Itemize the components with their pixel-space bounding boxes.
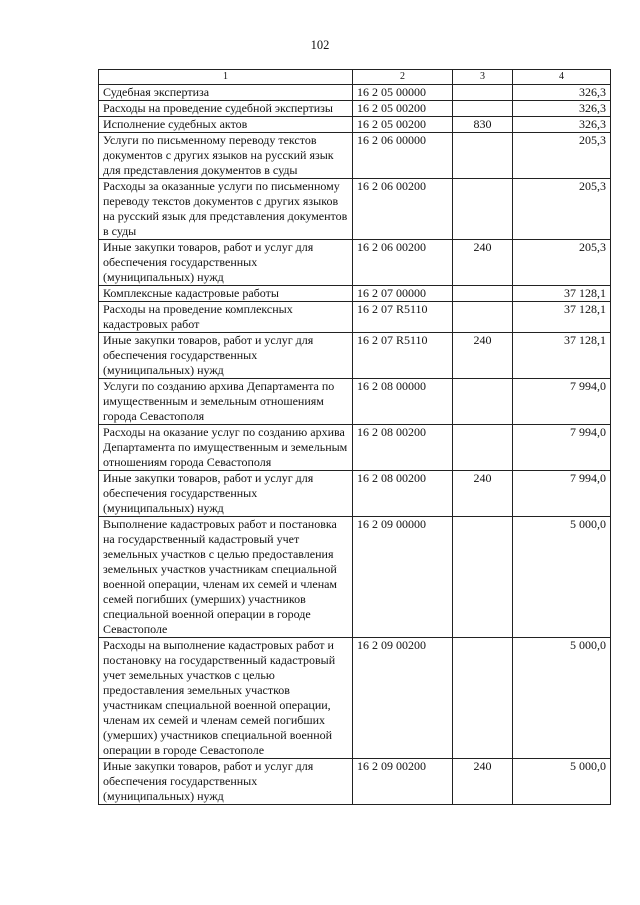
row-type-cell <box>453 133 513 179</box>
row-code-cell: 16 2 09 00200 <box>353 759 453 805</box>
row-name-cell: Выполнение кадастровых работ и постановка на государственный кадастровый учет земельных участков с целью предоставления земельных участков участникам специальной военной операции, членам их семей и членам семей погибших (умерших) участников специальной военной операции в городе Севастополе <box>99 517 353 638</box>
row-name-cell: Расходы на проведение комплексных кадастровых работ <box>99 302 353 333</box>
row-type-cell <box>453 85 513 101</box>
table-row <box>99 379 611 425</box>
table-row <box>99 302 611 333</box>
column-header: 3 <box>453 70 513 85</box>
table-row <box>99 240 611 286</box>
row-code-cell: 16 2 07 00000 <box>353 286 453 302</box>
row-amount-cell: 37 128,1 <box>513 286 611 302</box>
row-code-cell: 16 2 06 00000 <box>353 133 453 179</box>
row-name-cell: Расходы на оказание услуг по созданию архива Департамента по имущественным и земельным отношениям города Севастополя <box>99 425 353 471</box>
row-amount-cell: 326,3 <box>513 101 611 117</box>
table-row <box>99 85 611 101</box>
row-code-cell: 16 2 09 00200 <box>353 638 453 759</box>
row-code-cell: 16 2 09 00000 <box>353 517 453 638</box>
row-type-cell: 240 <box>453 759 513 805</box>
table-row <box>99 333 611 379</box>
row-code-cell: 16 2 08 00200 <box>353 425 453 471</box>
table-row <box>99 179 611 240</box>
row-amount-cell: 5 000,0 <box>513 638 611 759</box>
budget-table <box>98 69 611 805</box>
row-amount-cell: 7 994,0 <box>513 379 611 425</box>
row-name-cell: Расходы за оказанные услуги по письменному переводу текстов документов с других языков на русский язык для представления документов в суды <box>99 179 353 240</box>
row-code-cell: 16 2 06 00200 <box>353 240 453 286</box>
page-number: 102 <box>310 38 330 52</box>
row-name-cell: Иные закупки товаров, работ и услуг для обеспечения государственных (муниципальных) нужд <box>99 240 353 286</box>
row-type-cell <box>453 425 513 471</box>
row-name-cell: Иные закупки товаров, работ и услуг для обеспечения государственных (муниципальных) нужд <box>99 471 353 517</box>
table-row <box>99 638 611 759</box>
row-type-cell: 830 <box>453 117 513 133</box>
row-type-cell <box>453 517 513 638</box>
table-row <box>99 286 611 302</box>
table-row <box>99 517 611 638</box>
row-name-cell: Иные закупки товаров, работ и услуг для обеспечения государственных (муниципальных) нужд <box>99 759 353 805</box>
table-row <box>99 471 611 517</box>
row-amount-cell: 205,3 <box>513 240 611 286</box>
row-amount-cell: 5 000,0 <box>513 759 611 805</box>
row-amount-cell: 7 994,0 <box>513 425 611 471</box>
row-amount-cell: 37 128,1 <box>513 333 611 379</box>
row-name-cell: Расходы на выполнение кадастровых работ и постановку на государственный кадастровый учет земельных участков с целью предоставления земельных участков участникам специальной военной операции, членам их семей и членам семей погибших (умерших) участников специальной военной операции в городе Севастополе <box>99 638 353 759</box>
row-code-cell: 16 2 05 00200 <box>353 101 453 117</box>
row-amount-cell: 326,3 <box>513 85 611 101</box>
row-type-cell: 240 <box>453 471 513 517</box>
column-header: 1 <box>99 70 353 85</box>
table-row <box>99 759 611 805</box>
row-amount-cell: 326,3 <box>513 117 611 133</box>
table-row <box>99 117 611 133</box>
row-code-cell: 16 2 07 R5110 <box>353 333 453 379</box>
row-code-cell: 16 2 06 00200 <box>353 179 453 240</box>
table-row <box>99 133 611 179</box>
row-amount-cell: 205,3 <box>513 133 611 179</box>
row-type-cell <box>453 379 513 425</box>
row-name-cell: Расходы на проведение судебной экспертизы <box>99 101 353 117</box>
row-name-cell: Комплексные кадастровые работы <box>99 286 353 302</box>
row-type-cell <box>453 101 513 117</box>
row-type-cell <box>453 638 513 759</box>
row-code-cell: 16 2 07 R5110 <box>353 302 453 333</box>
table-body <box>99 85 611 805</box>
row-code-cell: 16 2 05 00000 <box>353 85 453 101</box>
row-type-cell: 240 <box>453 240 513 286</box>
table-row <box>99 101 611 117</box>
row-name-cell: Иные закупки товаров, работ и услуг для обеспечения государственных (муниципальных) нужд <box>99 333 353 379</box>
row-name-cell: Судебная экспертиза <box>99 85 353 101</box>
row-name-cell: Услуги по созданию архива Департамента по имущественным и земельным отношениям города Севастополя <box>99 379 353 425</box>
table-header-row <box>99 70 611 85</box>
row-type-cell <box>453 179 513 240</box>
column-header: 2 <box>353 70 453 85</box>
table-row <box>99 425 611 471</box>
column-header: 4 <box>513 70 611 85</box>
row-code-cell: 16 2 05 00200 <box>353 117 453 133</box>
row-name-cell: Исполнение судебных актов <box>99 117 353 133</box>
row-type-cell <box>453 302 513 333</box>
row-code-cell: 16 2 08 00000 <box>353 379 453 425</box>
row-amount-cell: 5 000,0 <box>513 517 611 638</box>
row-type-cell: 240 <box>453 333 513 379</box>
row-amount-cell: 37 128,1 <box>513 302 611 333</box>
row-name-cell: Услуги по письменному переводу текстов документов с других языков на русский язык для представления документов в суды <box>99 133 353 179</box>
row-code-cell: 16 2 08 00200 <box>353 471 453 517</box>
row-type-cell <box>453 286 513 302</box>
row-amount-cell: 205,3 <box>513 179 611 240</box>
row-amount-cell: 7 994,0 <box>513 471 611 517</box>
